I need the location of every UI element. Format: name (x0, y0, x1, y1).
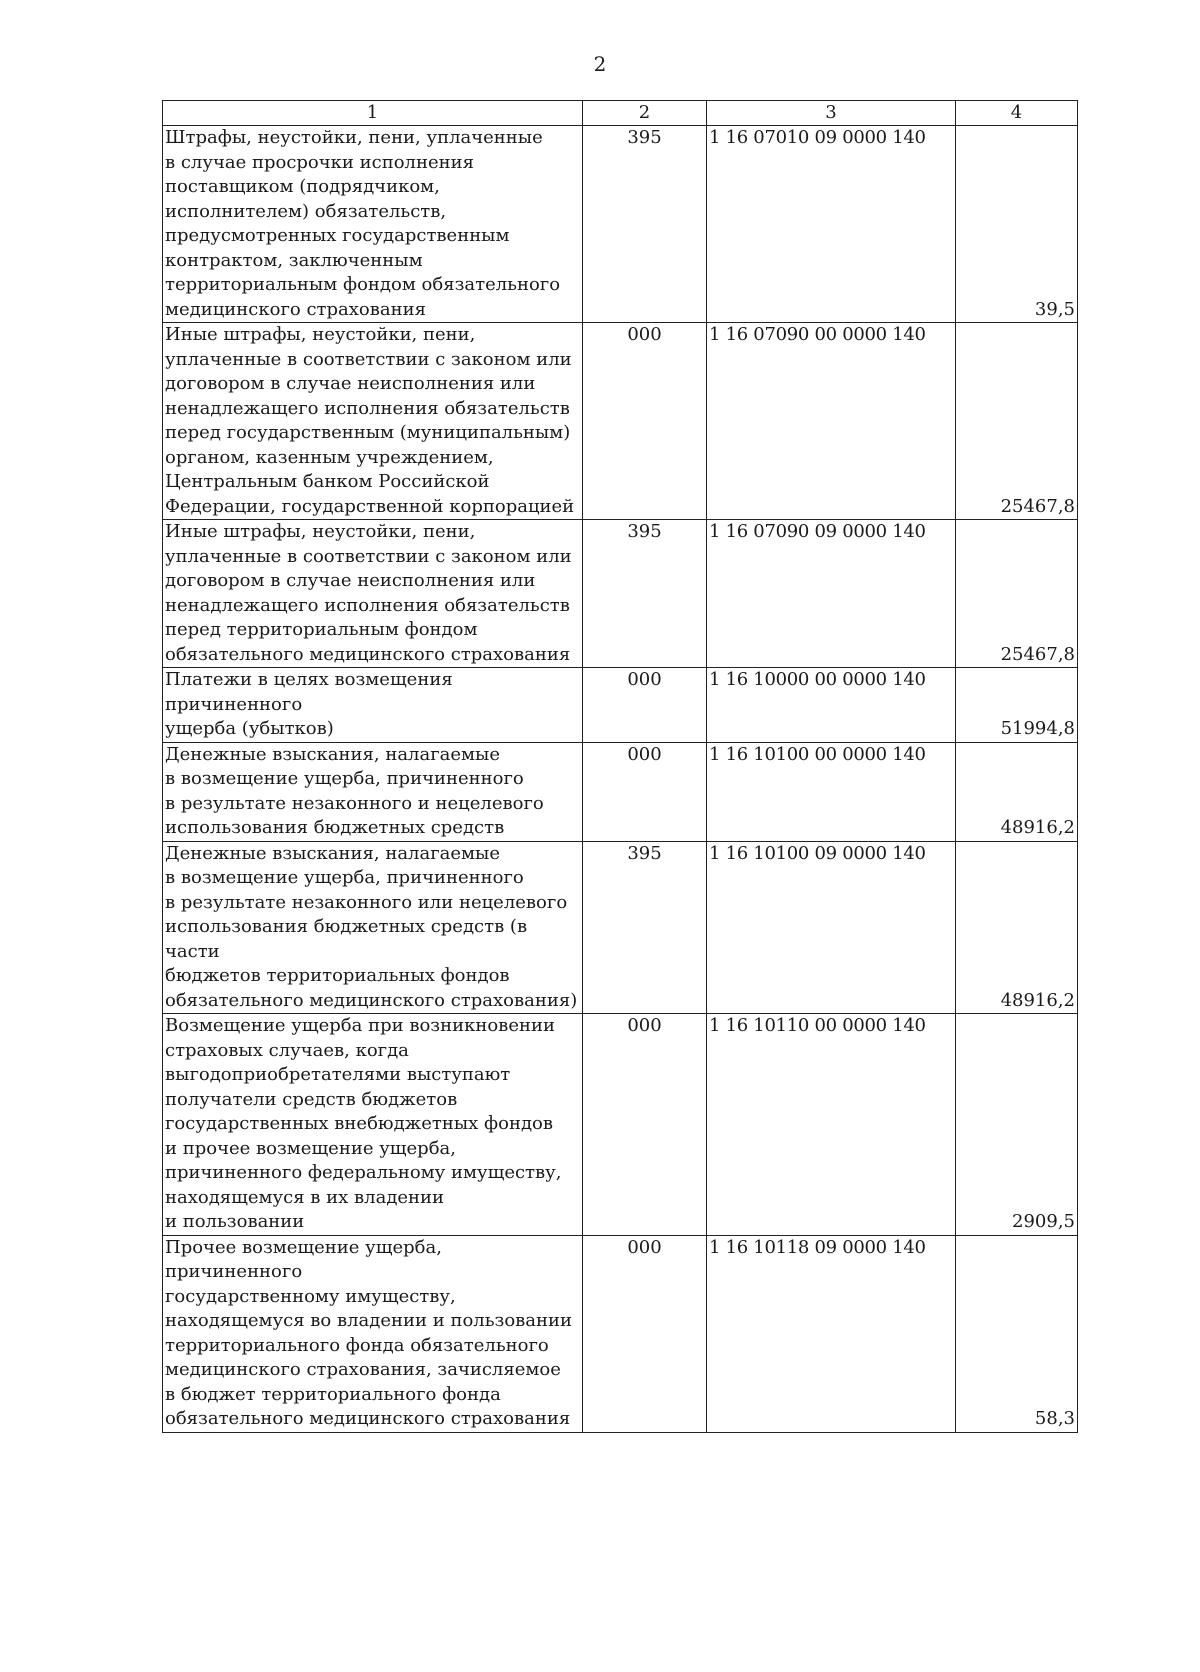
table-row (163, 126, 1078, 323)
row-admin-code: 395 (583, 841, 707, 1014)
row-name: Платежи в целях возмещения причиненного ущерба (убытков) (163, 668, 583, 743)
row-budget-code: 1 16 10110 00 0000 140 (707, 1014, 956, 1236)
table-row (163, 668, 1078, 743)
row-amount: 25467,8 (956, 520, 1078, 668)
row-admin-code: 395 (583, 520, 707, 668)
page-number: 2 (593, 52, 607, 76)
row-admin-code: 000 (583, 323, 707, 520)
row-amount: 39,5 (956, 126, 1078, 323)
row-amount: 2909,5 (956, 1014, 1078, 1236)
row-budget-code: 1 16 10100 09 0000 140 (707, 841, 956, 1014)
row-admin-code: 000 (583, 668, 707, 743)
row-name: Денежные взыскания, налагаемые в возмещение ущерба, причиненного в результате незаконного или нецелевого использования бюджетных средств (в части бюджетов территориальных фондов обязательного медицинского страхования) (163, 841, 583, 1014)
table-header-row (163, 101, 1078, 126)
table-row (163, 520, 1078, 668)
row-admin-code: 000 (583, 742, 707, 841)
row-budget-code: 1 16 10000 00 0000 140 (707, 668, 956, 743)
row-name: Иные штрафы, неустойки, пени, уплаченные в соответствии с законом или договором в случае неисполнения или ненадлежащего исполнения обязательств перед государственным (муниципальным) органом, казенным учреждением, Центральным банком Российской Федерации, государственной корпорацией (163, 323, 583, 520)
row-budget-code: 1 16 10118 09 0000 140 (707, 1235, 956, 1432)
row-admin-code: 395 (583, 126, 707, 323)
column-header-2: 2 (583, 101, 707, 126)
row-admin-code: 000 (583, 1235, 707, 1432)
row-budget-code: 1 16 07010 09 0000 140 (707, 126, 956, 323)
row-amount: 48916,2 (956, 742, 1078, 841)
row-name: Прочее возмещение ущерба, причиненного государственному имуществу, находящемуся во владении и пользовании территориального фонда обязательного медицинского страхования, зачисляемое в бюджет территориального фонда обязательного медицинского страхования (163, 1235, 583, 1432)
revenue-table (162, 100, 1078, 1433)
table-row (163, 1014, 1078, 1236)
row-name: Денежные взыскания, налагаемые в возмещение ущерба, причиненного в результате незаконного и нецелевого использования бюджетных средств (163, 742, 583, 841)
table-row (163, 323, 1078, 520)
row-budget-code: 1 16 10100 00 0000 140 (707, 742, 956, 841)
row-name: Возмещение ущерба при возникновении страховых случаев, когда выгодоприобретателями выступают получатели средств бюджетов государственных внебюджетных фондов и прочее возмещение ущерба, причиненного федеральному имуществу, находящемуся в их владении и пользовании (163, 1014, 583, 1236)
table-row (163, 742, 1078, 841)
row-amount: 58,3 (956, 1235, 1078, 1432)
column-header-3: 3 (707, 101, 956, 126)
row-amount: 25467,8 (956, 323, 1078, 520)
table-row (163, 1235, 1078, 1432)
table-row (163, 841, 1078, 1014)
row-budget-code: 1 16 07090 00 0000 140 (707, 323, 956, 520)
row-amount: 48916,2 (956, 841, 1078, 1014)
row-admin-code: 000 (583, 1014, 707, 1236)
column-header-4: 4 (956, 101, 1078, 126)
row-budget-code: 1 16 07090 09 0000 140 (707, 520, 956, 668)
row-name: Штрафы, неустойки, пени, уплаченные в случае просрочки исполнения поставщиком (подрядчиком, исполнителем) обязательств, предусмотренных государственным контрактом, заключенным территориальным фондом обязательного медицинского страхования (163, 126, 583, 323)
row-name: Иные штрафы, неустойки, пени, уплаченные в соответствии с законом или договором в случае неисполнения или ненадлежащего исполнения обязательств перед территориальным фондом обязательного медицинского страхования (163, 520, 583, 668)
column-header-1: 1 (163, 101, 583, 126)
row-amount: 51994,8 (956, 668, 1078, 743)
